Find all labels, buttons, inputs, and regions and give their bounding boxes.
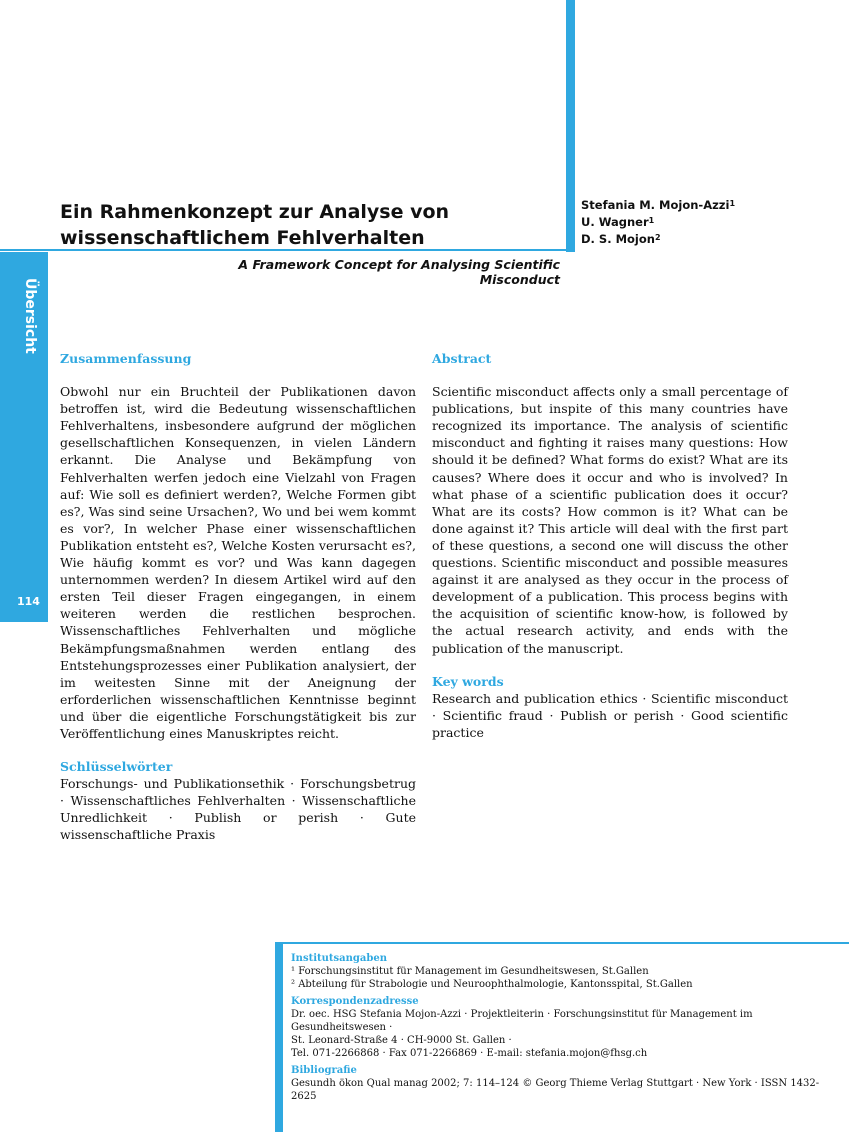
bibliography-heading: Bibliografie	[291, 1065, 357, 1077]
institution-line: ¹ Forschungsinstitut für Management im Gesundheitswesen, St.Gallen	[291, 965, 649, 977]
english-keywords: Research and publication ethics · Scientific misconduct · Scientific fraud · Publish or perish · Good scientific practice	[432, 690, 788, 740]
correspondence-block	[291, 996, 841, 1060]
institution-line: ² Abteilung für Strabologie und Neuroophthalmologie, Kantonsspital, St.Gallen	[291, 978, 693, 990]
english-keywords-heading: Key words	[432, 673, 504, 689]
german-abstract-column	[60, 350, 416, 844]
correspondence-line: Dr. oec. HSG Stefania Mojon-Azzi · Projektleiterin · Forschungsinstitut für Management im Gesundheitswesen ·	[291, 1009, 753, 1033]
title-line-2: wissenschaftlichem Fehlverhalten	[60, 227, 425, 249]
english-abstract-text: Scientific misconduct affects only a small percentage of publications, but inspite of this many countries have recognized its importance. The analysis of scientific misconduct and fighting it raises many questions: How should it be defined? What forms do exist? What are its causes? Where does it occur and who is involved? In what phase of a scientific publication does it occur? What are its costs? How common is it? What can be done against it? This article will deal with the first part of these questions, a second one will discuss the other questions. Scientific misconduct and possible measures against it are analysed as they occur in the process of development of a publication. This process begins with the acquisition of scientific know-how, is followed by the actual research activity, and ends with the publication of the manuscript.	[432, 384, 788, 656]
author-list	[581, 197, 735, 248]
section-label: Übersicht	[22, 278, 38, 354]
german-keywords: Forschungs- und Publikationsethik · Forschungsbetrug · Wissenschaftliches Fehlverhalten · Wissenschaftliche Unredlichkeit · Publish or perish · Gute wissenschaftliche Praxis	[60, 776, 416, 843]
author: U. Wagner$^1$	[581, 215, 655, 229]
english-abstract-column	[432, 350, 788, 741]
english-title: A Framework Concept for Analysing Scientific Misconduct	[238, 257, 560, 287]
bibliography-block	[291, 1065, 841, 1103]
correspondence-heading: Korrespondenzadresse	[291, 996, 419, 1008]
english-abstract-heading: Abstract	[432, 351, 492, 366]
correspondence-line: St. Leonard-Straße 4 · CH-9000 St. Gallen ·	[291, 1034, 512, 1046]
author: D. S. Mojon$^2$	[581, 232, 661, 246]
german-abstract-heading: Zusammenfassung	[60, 351, 192, 366]
correspondence-line: Tel. 071-2266868 · Fax 071-2266869 · E-mail: stefania.mojon@fhsg.ch	[291, 1047, 648, 1059]
german-keywords-heading: Schlüsselwörter	[60, 759, 173, 775]
bibliography-text: Gesundh ökon Qual manag 2002; 7: 114–124 © Georg Thieme Verlag Stuttgart · New York · ISSN 1432-2625	[291, 1078, 820, 1102]
page-number: 114	[17, 595, 40, 608]
accent-bar-top	[566, 0, 575, 252]
title-line-1: Ein Rahmenkonzept zur Analyse von	[60, 201, 450, 223]
article-title	[60, 199, 560, 251]
info-divider	[275, 942, 849, 944]
info-accent-bar	[275, 942, 283, 1132]
german-abstract-text: Obwohl nur ein Bruchteil der Publikationen davon betroffen ist, wird die Bedeutung wissenschaftlichen Fehlverhaltens, insbesondere aufgrund der möglichen gesellschaftlichen Konsequenzen, in vielen Ländern erkannt. Die Analyse und Bekämpfung von Fehlverhalten werfen jedoch eine Vielzahl von Fragen auf: Wie soll es definiert werden?, Welche Formen gibt es?, Was sind seine Ursachen?, Wo und bei wem kommt es vor?, In welcher Phase einer wissenschaftlichen Publikation entsteht es?, Welche Kosten verursacht es?, Wie häufig kommt es vor? und Was kann dagegen unternommen werden? In diesem Artikel wird auf den ersten Teil dieser Fragen eingegangen, in einem weiteren werden die restlichen besprochen. Wissenschaftliches Fehlverhalten und mögliche Bekämpfungsmaßnahmen werden entlang des Entstehungsprozesses einer Publikation analysiert, der im weitesten Sinne mit der Aneignung der erforderlichen wissenschaftlichen Kenntnisse beginnt und über die eigentliche Forschungstätigkeit bis zur Veröffentlichung eines Manuskriptes reicht.	[60, 384, 416, 741]
institutions-block	[291, 953, 841, 991]
author: Stefania M. Mojon-Azzi$^1$	[581, 198, 736, 212]
institutions-heading: Institutsangaben	[291, 953, 387, 964]
article-info-box	[291, 953, 841, 1109]
